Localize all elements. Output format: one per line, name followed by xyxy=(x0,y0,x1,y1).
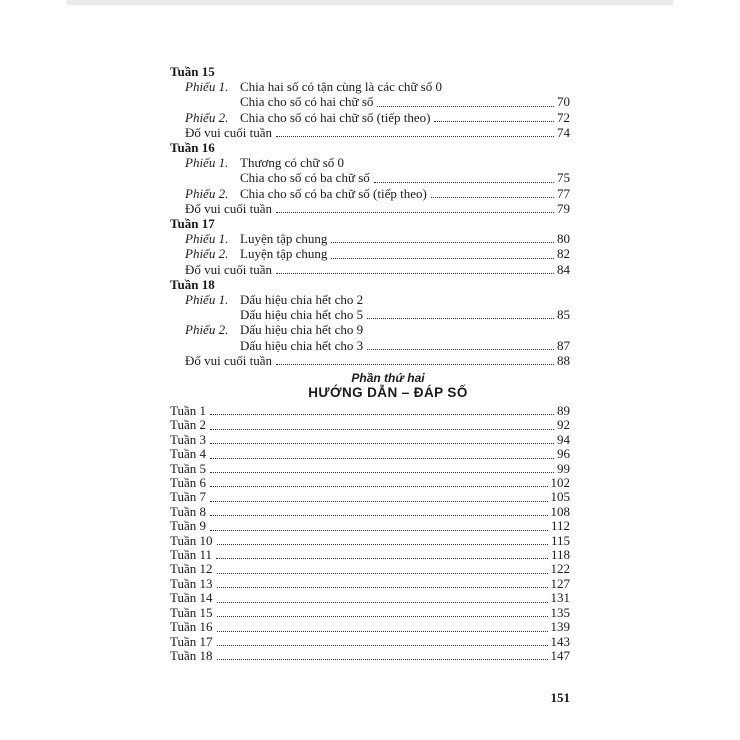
dot-leader xyxy=(217,659,548,660)
toc-part1-list xyxy=(170,64,570,368)
entry-title: Chia hai số có tận cùng là các chữ số 0 xyxy=(240,79,442,95)
toc-entry-week xyxy=(170,577,570,591)
dot-leader xyxy=(434,121,554,122)
dot-leader xyxy=(210,501,547,502)
dot-leader xyxy=(210,530,548,531)
sheet-number-label: Phiếu 1. xyxy=(185,231,229,247)
entry-title: Tuần 17 xyxy=(170,633,213,649)
page-number: 70 xyxy=(557,94,570,110)
dot-leader xyxy=(276,136,554,137)
page-number: 87 xyxy=(557,337,570,353)
entry-title: Tuần 13 xyxy=(170,575,213,591)
sheet-number-label: Phiếu 2. xyxy=(185,322,229,338)
toc-entry-sheet xyxy=(185,246,570,261)
toc-entry-sheet xyxy=(185,231,570,246)
entry-title: Tuần 16 xyxy=(170,619,213,635)
page-number: 80 xyxy=(557,231,570,247)
dot-leader xyxy=(331,258,554,259)
toc-entry-sheet xyxy=(185,110,570,125)
dot-leader xyxy=(217,631,548,632)
sheet-number-label: Phiếu 2. xyxy=(185,246,229,262)
toc-entry-week xyxy=(170,418,570,432)
dot-leader xyxy=(217,602,548,603)
entry-title: Luyện tập chung xyxy=(240,231,328,247)
page-number: 122 xyxy=(550,561,570,577)
page-number: 84 xyxy=(557,261,570,277)
entry-title: Dấu hiệu chia hết cho 2 xyxy=(240,292,364,308)
entry-title: Dấu hiệu chia hết cho 5 xyxy=(240,307,364,323)
part2-kicker: Phần thứ hai xyxy=(351,371,425,385)
dot-leader xyxy=(217,544,548,545)
dot-leader xyxy=(331,242,554,243)
toc-entry-week xyxy=(170,447,570,461)
dot-leader xyxy=(210,472,554,473)
dot-leader xyxy=(210,414,554,415)
page-number: 96 xyxy=(557,446,570,462)
page-number: 79 xyxy=(557,200,570,216)
toc-entry-continuation xyxy=(240,94,570,109)
page-number-folio: 151 xyxy=(550,690,570,705)
entry-title: Tuần 15 xyxy=(170,604,213,620)
entry-title: Tuần 7 xyxy=(170,489,207,505)
page-number: 72 xyxy=(557,109,570,125)
toc-entry-sheet xyxy=(185,79,570,94)
page-number: 89 xyxy=(557,403,570,418)
page-number: 139 xyxy=(550,619,570,635)
dot-leader xyxy=(367,349,554,350)
dot-leader xyxy=(210,515,547,516)
toc-week-heading xyxy=(170,64,570,79)
page-number: 77 xyxy=(557,185,570,201)
toc-entry-continuation xyxy=(240,307,570,322)
page-number: 115 xyxy=(550,532,570,548)
sheet-number-label: Phiếu 1. xyxy=(185,155,229,171)
toc-entry-fun xyxy=(185,262,570,277)
dot-leader xyxy=(210,443,554,444)
entry-title: Dấu hiệu chia hết cho 9 xyxy=(240,322,364,338)
toc-entry-fun xyxy=(185,201,570,216)
entry-title: Tuần 6 xyxy=(170,475,207,491)
dot-leader xyxy=(210,429,554,430)
entry-title: Thương có chữ số 0 xyxy=(240,155,345,171)
entry-title: Tuần 1 xyxy=(170,403,207,418)
sheet-number-label: Phiếu 1. xyxy=(185,292,229,308)
toc-week-heading xyxy=(170,140,570,155)
page-number: 135 xyxy=(550,604,570,620)
entry-title: Tuần 3 xyxy=(170,431,207,447)
toc-entry-sheet xyxy=(185,322,570,337)
entry-title: Tuần 9 xyxy=(170,518,207,534)
page-number: 131 xyxy=(550,590,570,606)
toc-entry-week xyxy=(170,635,570,649)
dot-leader xyxy=(210,458,554,459)
week-label: Tuần 15 xyxy=(170,64,215,79)
dot-leader xyxy=(217,587,548,588)
entry-title: Tuần 12 xyxy=(170,561,213,577)
entry-title: Luyện tập chung xyxy=(240,246,328,262)
entry-title: Tuần 8 xyxy=(170,503,207,519)
entry-title: Tuần 14 xyxy=(170,590,213,606)
page-number: 82 xyxy=(557,246,570,262)
dot-leader xyxy=(216,558,548,559)
entry-title: Tuần 18 xyxy=(170,647,213,663)
toc-entry-sheet xyxy=(185,292,570,307)
toc-entry-week xyxy=(170,519,570,533)
dot-leader xyxy=(276,212,554,213)
dot-leader xyxy=(210,486,547,487)
page-number: 88 xyxy=(557,352,570,368)
toc-entry-week xyxy=(170,476,570,490)
entry-title: Tuần 10 xyxy=(170,532,213,548)
page-number: 143 xyxy=(550,633,570,649)
page-number: 147 xyxy=(550,647,570,663)
entry-title: Tuần 4 xyxy=(170,446,207,462)
entry-title: Tuần 5 xyxy=(170,460,207,476)
page-number: 118 xyxy=(550,547,570,563)
week-label: Tuần 16 xyxy=(170,140,215,156)
page-number: 74 xyxy=(557,124,570,140)
entry-title: Tuần 2 xyxy=(170,417,207,433)
toc-entry-week xyxy=(170,562,570,576)
entry-title: Chia cho số có hai chữ số xyxy=(240,94,374,110)
toc-entry-week xyxy=(170,591,570,605)
entry-title: Tuần 11 xyxy=(170,547,213,563)
page-number: 105 xyxy=(550,489,570,505)
dot-leader xyxy=(374,182,554,183)
dot-leader xyxy=(217,616,548,617)
dot-leader xyxy=(217,645,548,646)
page-number: 92 xyxy=(557,417,570,433)
week-label: Tuần 17 xyxy=(170,216,215,232)
toc-week-heading xyxy=(170,277,570,292)
page-number: 94 xyxy=(557,431,570,447)
toc-entry-week xyxy=(170,462,570,476)
week-label: Tuần 18 xyxy=(170,276,215,292)
part2-title: HƯỚNG DẪN – ĐÁP SỐ xyxy=(308,385,468,400)
toc-part2-list xyxy=(170,404,570,663)
entry-title: Chia cho số có hai chữ số (tiếp theo) xyxy=(240,109,431,125)
toc-entry-week xyxy=(170,620,570,634)
dot-leader xyxy=(276,273,554,274)
sheet-number-label: Phiếu 2. xyxy=(185,109,229,125)
page-number: 102 xyxy=(550,475,570,491)
page-number: 75 xyxy=(557,170,570,186)
toc-entry-week xyxy=(170,606,570,620)
toc-entry-week xyxy=(170,548,570,562)
page-number: 99 xyxy=(557,460,570,476)
toc-entry-week xyxy=(170,433,570,447)
dot-leader xyxy=(377,106,554,107)
sheet-number-label: Phiếu 2. xyxy=(185,185,229,201)
entry-title: Đố vui cuối tuần xyxy=(185,124,273,140)
toc-entry-week xyxy=(170,649,570,663)
page-number: 108 xyxy=(550,503,570,519)
toc-entry-continuation xyxy=(240,338,570,353)
dot-leader xyxy=(276,364,554,365)
entry-title: Dấu hiệu chia hết cho 3 xyxy=(240,337,364,353)
toc-entry-week xyxy=(170,404,570,418)
entry-title: Chia cho số có ba chữ số (tiếp theo) xyxy=(240,185,427,201)
toc-entry-sheet xyxy=(185,155,570,170)
dot-leader xyxy=(367,318,554,319)
dot-leader xyxy=(217,573,548,574)
toc-entry-continuation xyxy=(240,170,570,185)
page-number: 127 xyxy=(550,575,570,591)
toc-week-heading xyxy=(170,216,570,231)
page-edge-shadow xyxy=(67,0,673,5)
sheet-number-label: Phiếu 1. xyxy=(185,79,229,95)
entry-title: Đố vui cuối tuần xyxy=(185,352,273,368)
entry-title: Chia cho số có ba chữ số xyxy=(240,170,370,186)
page-number: 85 xyxy=(557,307,570,323)
toc-entry-week xyxy=(170,534,570,548)
part2-header xyxy=(170,371,570,401)
entry-title: Đố vui cuối tuần xyxy=(185,261,273,277)
entry-title: Đố vui cuối tuần xyxy=(185,200,273,216)
toc-entry-fun xyxy=(185,125,570,140)
toc-entry-sheet xyxy=(185,186,570,201)
page-number: 112 xyxy=(550,518,570,534)
toc-entry-fun xyxy=(185,353,570,368)
toc-entry-week xyxy=(170,490,570,504)
toc-entry-week xyxy=(170,505,570,519)
dot-leader xyxy=(431,197,554,198)
